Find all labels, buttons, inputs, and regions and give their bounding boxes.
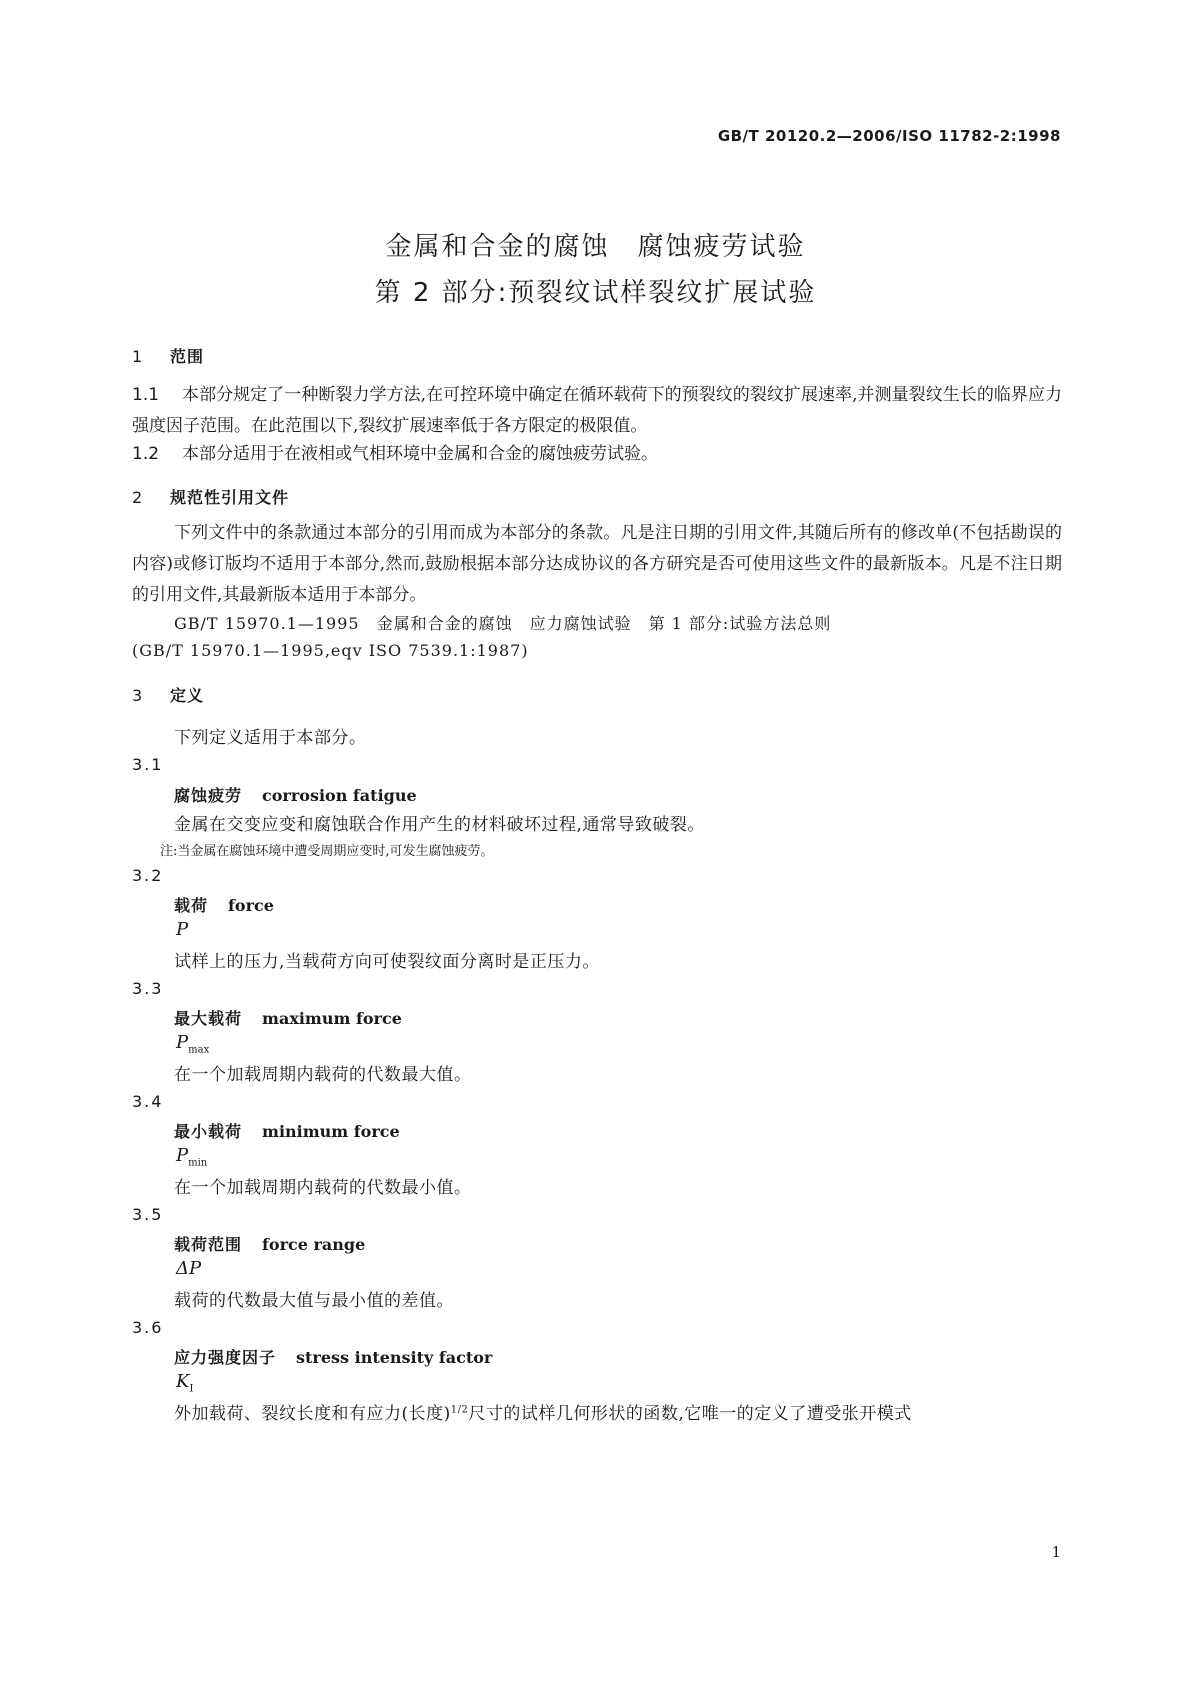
term-chinese: 应力强度因子 xyxy=(174,1348,277,1367)
reference-entry-line-1: GB/T 15970.1—1995 金属和合金的腐蚀 应力腐蚀试验 第 1 部分:试验方法总则 xyxy=(174,614,832,633)
section-3-heading xyxy=(132,683,204,706)
definition-note: 注:当金属在腐蚀环境中遭受周期应变时,可发生腐蚀疲劳。 xyxy=(160,844,494,859)
definition-term xyxy=(174,1345,492,1368)
definition-text: 试样上的压力,当载荷方向可使裂纹面分离时是正压力。 xyxy=(174,952,600,972)
section-title: 定义 xyxy=(170,686,205,705)
definition-symbol: P xyxy=(176,919,189,940)
definition-number: 3.3 xyxy=(132,979,164,998)
term-chinese: 最小载荷 xyxy=(174,1122,243,1141)
definition-number: 3.1 xyxy=(132,755,164,774)
definition-number: 3.4 xyxy=(132,1092,164,1111)
section-2-heading xyxy=(132,485,289,508)
term-chinese: 载荷范围 xyxy=(174,1235,243,1254)
term-chinese: 最大载荷 xyxy=(174,1009,243,1028)
document-code: GB/T 20120.2—2006/ISO 11782-2:1998 xyxy=(717,127,1061,145)
definition-term xyxy=(174,893,274,916)
definition-text: 金属在交变应变和腐蚀联合作用产生的材料破坏过程,通常导致破裂。 xyxy=(174,815,705,835)
clause-number: 1.2 xyxy=(132,444,160,464)
term-english: force xyxy=(228,896,274,915)
definition-text: 载荷的代数最大值与最小值的差值。 xyxy=(174,1291,454,1311)
definition-term xyxy=(174,1232,365,1255)
clause-text: 本部分适用于在液相或气相环境中金属和合金的腐蚀疲劳试验。 xyxy=(182,444,658,464)
section-number: 2 xyxy=(132,488,144,507)
term-chinese: 载荷 xyxy=(174,896,209,915)
term-english: corrosion fatigue xyxy=(262,786,417,805)
definition-number: 3.5 xyxy=(132,1205,164,1224)
title-line-2: 第 2 部分:预裂纹试样裂纹扩展试验 xyxy=(374,278,817,308)
page-number: 1 xyxy=(1051,1543,1061,1561)
definition-symbol: $P_{max}$ xyxy=(176,1032,210,1056)
reference-entry-line-2: (GB/T 15970.1—1995,eqv ISO 7539.1:1987) xyxy=(132,641,529,660)
definition-symbol: ΔP xyxy=(176,1258,202,1279)
term-chinese: 腐蚀疲劳 xyxy=(174,786,243,805)
term-english: stress intensity factor xyxy=(296,1348,493,1367)
clause-1-2 xyxy=(132,439,1062,470)
normative-refs-intro: 下列文件中的条款通过本部分的引用而成为本部分的条款。凡是注日期的引用文件,其随后所有的修改单(不包括勘误的内容)或修订版均不适用于本部分,然而,鼓励根据本部分达成协议的各方研究是否可使用这些文件的最新版本。凡是不注日期的引用文件,其最新版本适用于本部分。 xyxy=(132,523,1062,605)
definition-symbol: $P_{min}$ xyxy=(176,1145,208,1169)
clause-number: 1.1 xyxy=(132,385,160,405)
definition-text: 在一个加载周期内载荷的代数最大值。 xyxy=(174,1065,472,1085)
clause-text: 本部分规定了一种断裂力学方法,在可控环境中确定在循环载荷下的预裂纹的裂纹扩展速率,并测量裂纹生长的临界应力强度因子范围。在此范围以下,裂纹扩展速率低于各方限定的极限值。 xyxy=(132,385,1062,436)
title-line-1: 金属和合金的腐蚀 腐蚀疲劳试验 xyxy=(385,232,806,262)
definition-text: 在一个加载周期内载荷的代数最小值。 xyxy=(174,1178,472,1198)
section-title: 规范性引用文件 xyxy=(170,488,290,507)
definition-symbol: $K_I$ xyxy=(176,1371,194,1395)
definition-term xyxy=(174,1006,402,1029)
definition-text: 外加载荷、裂纹长度和有应力(长度)$^{1/2}$尺寸的试样几何形状的函数,它唯一的定义了遭受张开模式 xyxy=(174,1404,912,1424)
definition-term xyxy=(174,1119,400,1142)
section-1-heading xyxy=(132,344,204,367)
term-english: maximum force xyxy=(262,1009,402,1028)
definitions-intro: 下列定义适用于本部分。 xyxy=(174,728,367,748)
section-title: 范围 xyxy=(170,347,205,366)
section-number: 3 xyxy=(132,686,144,705)
definition-number: 3.6 xyxy=(132,1318,164,1337)
definition-number: 3.2 xyxy=(132,866,164,885)
term-english: minimum force xyxy=(262,1122,400,1141)
term-english: force range xyxy=(262,1235,366,1254)
section-number: 1 xyxy=(132,347,144,366)
definition-term xyxy=(174,783,417,806)
clause-1-1 xyxy=(132,380,1062,442)
